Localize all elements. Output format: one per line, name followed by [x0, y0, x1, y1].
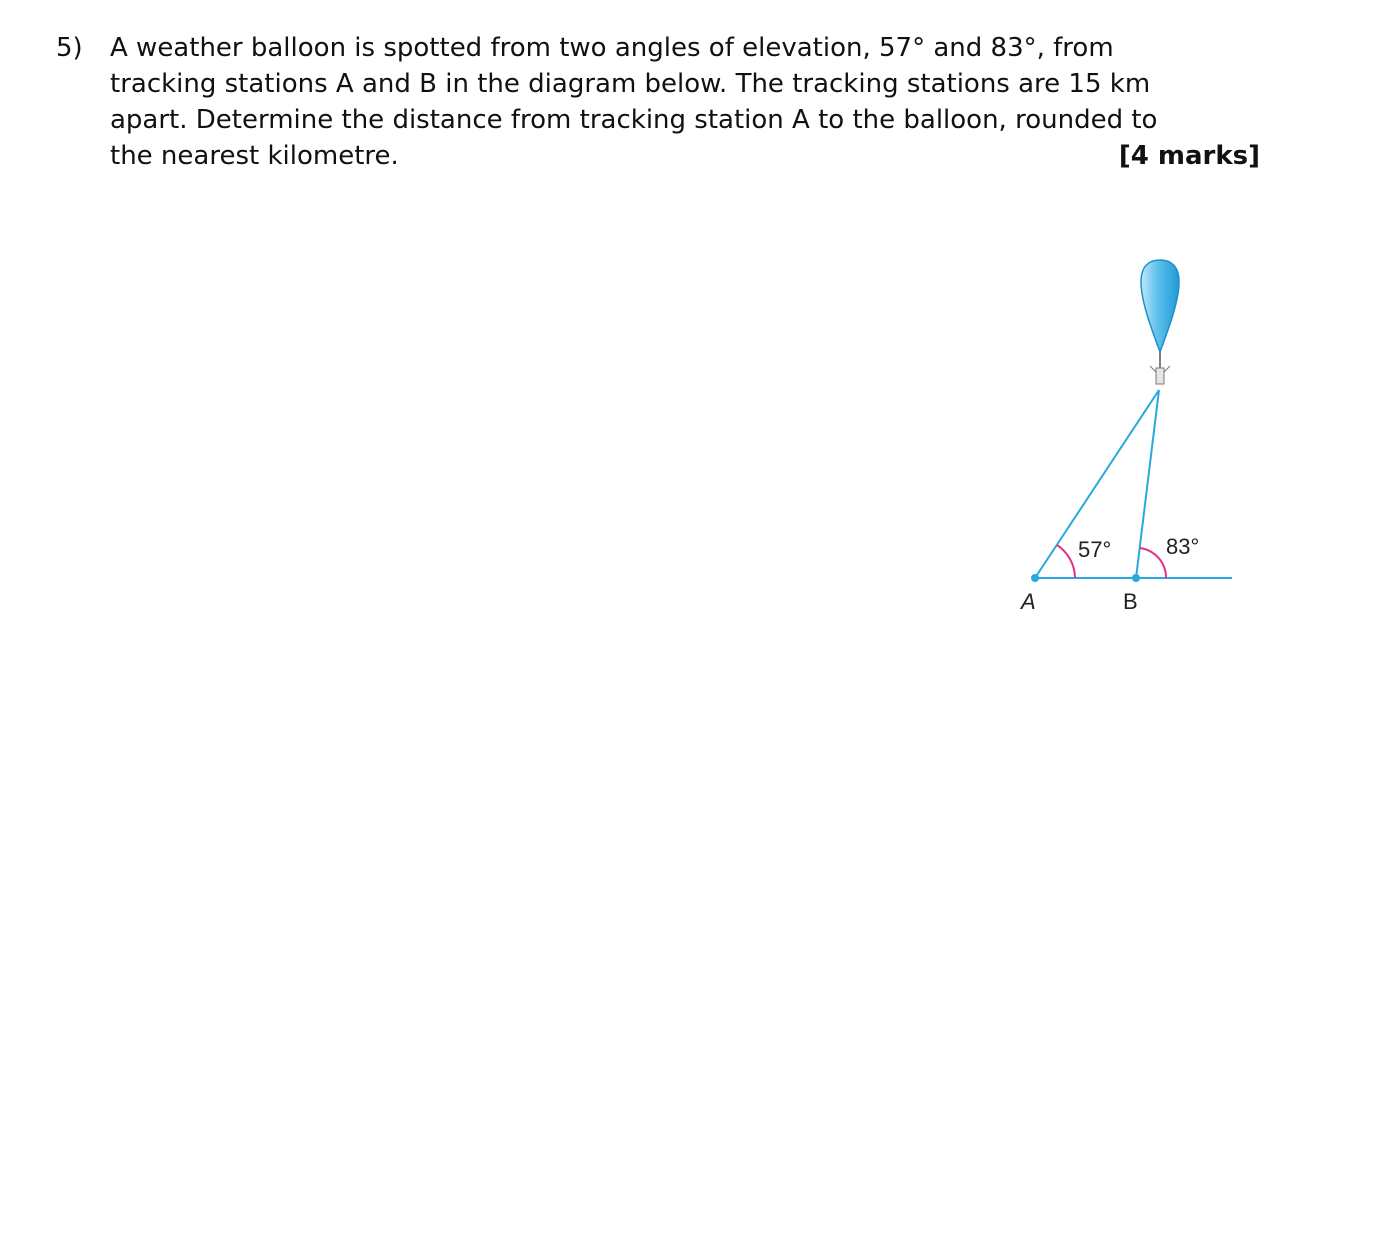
question-text-line-4: the nearest kilometre. — [110, 141, 399, 171]
question-text-line-1: A weather balloon is spotted from two angles of elevation, 57° and 83°, from — [110, 33, 1114, 63]
angle-b-label: 83° — [1166, 534, 1200, 559]
angle-a-label: 57° — [1078, 537, 1112, 562]
station-a-point — [1031, 574, 1039, 582]
angle-arc-b — [1140, 548, 1166, 578]
weather-balloon-icon — [1141, 260, 1179, 384]
question-text-line-3: apart. Determine the distance from tracking station A to the balloon, rounded to — [110, 105, 1158, 135]
question-number: 5) — [56, 33, 83, 63]
station-b-point — [1132, 574, 1140, 582]
angle-arc-a — [1057, 545, 1075, 578]
question-text-line-2: tracking stations A and B in the diagram below. The tracking stations are 15 km — [110, 69, 1151, 99]
marks-label: [4 marks] — [1118, 141, 1260, 171]
station-b-label: B — [1123, 589, 1138, 614]
station-a-label: A — [1021, 589, 1036, 614]
